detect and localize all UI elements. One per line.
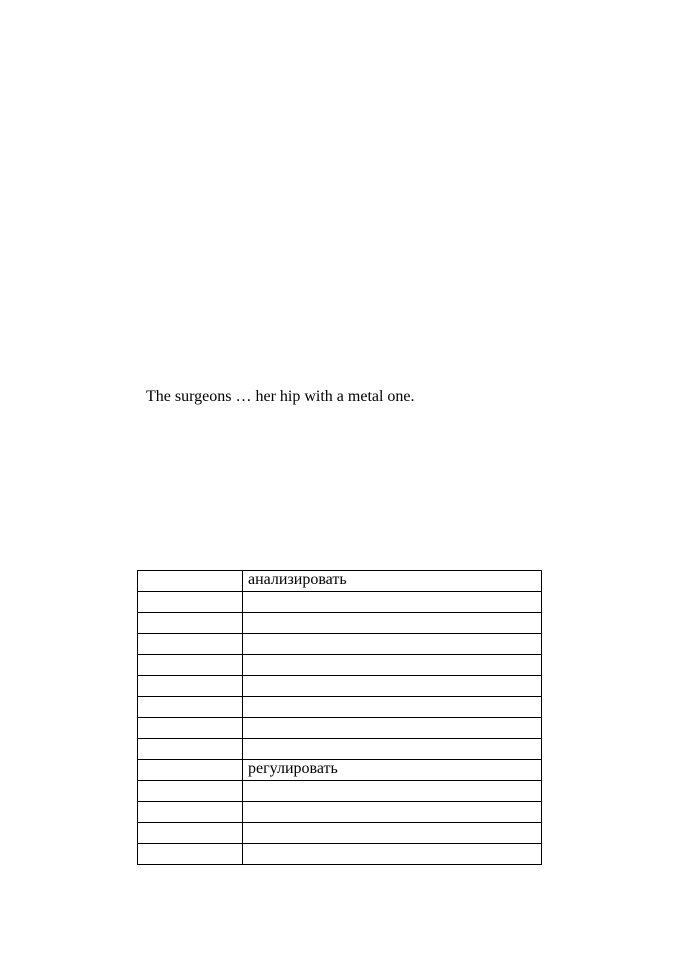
table-cell-russian <box>243 592 542 613</box>
table-row <box>138 781 542 802</box>
table-cell-russian <box>243 844 542 865</box>
table-cell-english <box>138 781 243 802</box>
table-row <box>138 676 542 697</box>
table-row <box>138 844 542 865</box>
table-cell-english <box>138 676 243 697</box>
table-cell-russian: регулировать <box>243 760 542 781</box>
table-cell-english <box>138 655 243 676</box>
table-cell-english <box>138 718 243 739</box>
table-cell-english <box>138 592 243 613</box>
table-cell-english <box>138 844 243 865</box>
table-cell-russian <box>243 634 542 655</box>
table-cell-russian <box>243 739 542 760</box>
table-cell-english <box>138 697 243 718</box>
table-row <box>138 613 542 634</box>
table-cell-english <box>138 760 243 781</box>
table-cell-english <box>138 571 243 592</box>
table-row <box>138 697 542 718</box>
table-cell-english <box>138 739 243 760</box>
table-row <box>138 760 542 781</box>
table-cell-english <box>138 823 243 844</box>
table-row <box>138 802 542 823</box>
table-cell-english <box>138 802 243 823</box>
table-row <box>138 571 542 592</box>
table-cell-russian <box>243 676 542 697</box>
table-row <box>138 634 542 655</box>
table-row <box>138 655 542 676</box>
table-row <box>138 823 542 844</box>
table-row <box>138 718 542 739</box>
vocabulary-table <box>137 570 542 865</box>
table-row <box>138 592 542 613</box>
table-cell-russian <box>243 718 542 739</box>
table-row <box>138 739 542 760</box>
table-cell-russian <box>243 802 542 823</box>
table-cell-russian <box>243 655 542 676</box>
table-cell-english <box>138 634 243 655</box>
table-cell-russian <box>243 823 542 844</box>
table-cell-english <box>138 613 243 634</box>
table-cell-russian <box>243 697 542 718</box>
table-cell-russian <box>243 781 542 802</box>
exercise-sentence: The surgeons … her hip with a metal one. <box>146 388 415 405</box>
table-cell-russian <box>243 613 542 634</box>
vocabulary-table-body <box>138 571 542 865</box>
table-cell-russian: анализировать <box>243 571 542 592</box>
